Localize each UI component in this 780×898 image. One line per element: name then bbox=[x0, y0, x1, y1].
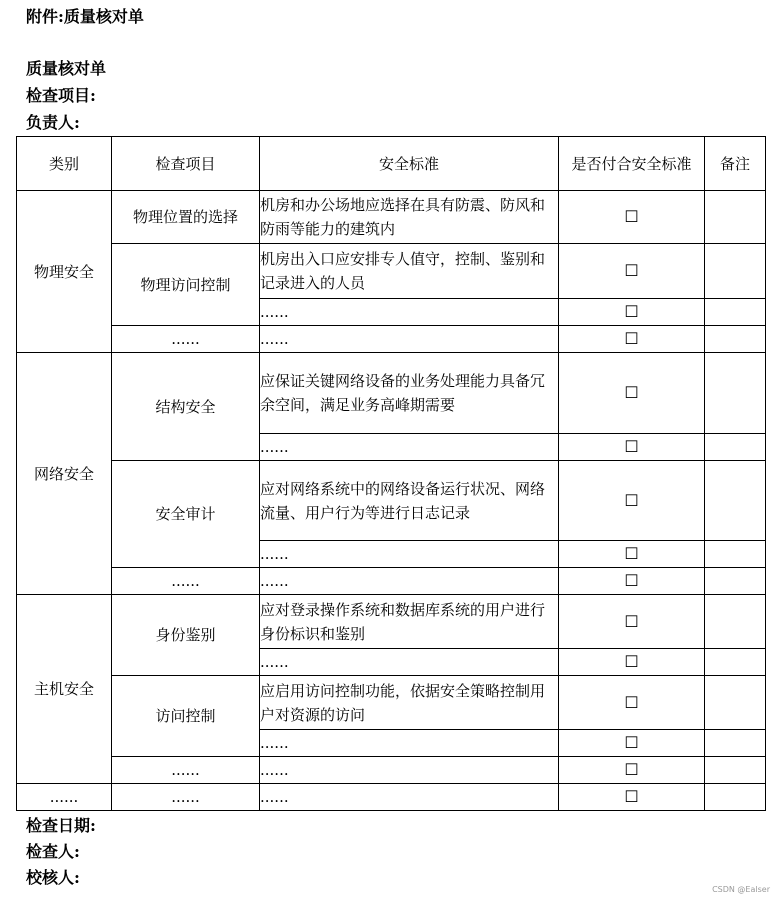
compliance-checkbox[interactable]: ☐ bbox=[559, 461, 705, 541]
table-row bbox=[17, 757, 766, 784]
watermark: CSDN @Ealser bbox=[712, 885, 770, 894]
standard-ellipsis: ...... bbox=[260, 299, 559, 326]
remarks-cell[interactable] bbox=[705, 326, 766, 353]
standard-ellipsis: ...... bbox=[260, 649, 559, 676]
check-item-label: 检查项目: bbox=[26, 86, 96, 105]
table-row bbox=[17, 244, 766, 299]
table-row bbox=[17, 676, 766, 730]
remarks-cell[interactable] bbox=[705, 757, 766, 784]
remarks-cell[interactable] bbox=[705, 784, 766, 811]
item-physical-location: 物理位置的选择 bbox=[112, 191, 260, 244]
table-row bbox=[17, 784, 766, 811]
item-ellipsis: ...... bbox=[112, 326, 260, 353]
standard-physical-access: 机房出入口应安排专人值守，控制、鉴别和记录进入的人员 bbox=[260, 244, 559, 299]
compliance-checkbox[interactable]: ☐ bbox=[559, 676, 705, 730]
compliance-checkbox[interactable]: ☐ bbox=[559, 191, 705, 244]
compliance-checkbox[interactable]: ☐ bbox=[559, 434, 705, 461]
standard-ellipsis: ...... bbox=[260, 784, 559, 811]
compliance-checkbox[interactable]: ☐ bbox=[559, 649, 705, 676]
remarks-cell[interactable] bbox=[705, 541, 766, 568]
table-row bbox=[17, 191, 766, 244]
compliance-checkbox[interactable]: ☐ bbox=[559, 244, 705, 299]
remarks-cell[interactable] bbox=[705, 568, 766, 595]
table-row bbox=[17, 326, 766, 353]
item-ellipsis: ...... bbox=[112, 784, 260, 811]
item-access-control: 访问控制 bbox=[112, 676, 260, 757]
remarks-cell[interactable] bbox=[705, 353, 766, 434]
checker-label: 检查人: bbox=[26, 842, 80, 861]
compliance-checkbox[interactable]: ☐ bbox=[559, 784, 705, 811]
item-structure-security: 结构安全 bbox=[112, 353, 260, 461]
category-network: 网络安全 bbox=[17, 353, 112, 595]
standard-ellipsis: ...... bbox=[260, 541, 559, 568]
compliance-checkbox[interactable]: ☐ bbox=[559, 353, 705, 434]
standard-ellipsis: ...... bbox=[260, 326, 559, 353]
table-row bbox=[17, 353, 766, 434]
remarks-cell[interactable] bbox=[705, 299, 766, 326]
standard-ellipsis: ...... bbox=[260, 730, 559, 757]
remarks-cell[interactable] bbox=[705, 461, 766, 541]
compliance-checkbox[interactable]: ☐ bbox=[559, 541, 705, 568]
standard-identity: 应对登录操作系统和数据库系统的用户进行身份标识和鉴别 bbox=[260, 595, 559, 649]
compliance-checkbox[interactable]: ☐ bbox=[559, 299, 705, 326]
standard-access-control: 应启用访问控制功能，依据安全策略控制用户对资源的访问 bbox=[260, 676, 559, 730]
reviewer-label: 校核人: bbox=[26, 868, 80, 887]
remarks-cell[interactable] bbox=[705, 730, 766, 757]
column-header-standard: 安全标准 bbox=[260, 137, 559, 191]
document-title: 质量核对单 bbox=[26, 59, 107, 78]
table-header-row bbox=[17, 137, 766, 191]
remarks-cell[interactable] bbox=[705, 191, 766, 244]
item-identity: 身份鉴别 bbox=[112, 595, 260, 676]
compliance-checkbox[interactable]: ☐ bbox=[559, 730, 705, 757]
table-row bbox=[17, 595, 766, 649]
column-header-remarks: 备注 bbox=[705, 137, 766, 191]
standard-ellipsis: ...... bbox=[260, 434, 559, 461]
remarks-cell[interactable] bbox=[705, 676, 766, 730]
standard-structure-security: 应保证关键网络设备的业务处理能力具备冗余空间，满足业务高峰期需要 bbox=[260, 353, 559, 434]
column-header-item: 检查项目 bbox=[112, 137, 260, 191]
item-ellipsis: ...... bbox=[112, 568, 260, 595]
standard-security-audit: 应对网络系统中的网络设备运行状况、网络流量、用户行为等进行日志记录 bbox=[260, 461, 559, 541]
check-date-label: 检查日期: bbox=[26, 816, 96, 835]
compliance-checkbox[interactable]: ☐ bbox=[559, 568, 705, 595]
owner-label: 负责人: bbox=[26, 113, 80, 132]
remarks-cell[interactable] bbox=[705, 244, 766, 299]
standard-ellipsis: ...... bbox=[260, 568, 559, 595]
compliance-checkbox[interactable]: ☐ bbox=[559, 326, 705, 353]
compliance-checkbox[interactable]: ☐ bbox=[559, 595, 705, 649]
quality-checklist-table bbox=[16, 136, 766, 811]
category-physical: 物理安全 bbox=[17, 191, 112, 353]
item-physical-access: 物理访问控制 bbox=[112, 244, 260, 326]
remarks-cell[interactable] bbox=[705, 434, 766, 461]
attachment-heading: 附件:质量核对单 bbox=[26, 7, 144, 26]
table-row bbox=[17, 461, 766, 541]
category-ellipsis: ...... bbox=[17, 784, 112, 811]
standard-physical-location: 机房和办公场地应选择在具有防震、防风和防雨等能力的建筑内 bbox=[260, 191, 559, 244]
remarks-cell[interactable] bbox=[705, 649, 766, 676]
category-host: 主机安全 bbox=[17, 595, 112, 784]
item-ellipsis: ...... bbox=[112, 757, 260, 784]
compliance-checkbox[interactable]: ☐ bbox=[559, 757, 705, 784]
standard-ellipsis: ...... bbox=[260, 757, 559, 784]
column-header-category: 类别 bbox=[17, 137, 112, 191]
remarks-cell[interactable] bbox=[705, 595, 766, 649]
column-header-compliant: 是否付合安全标准 bbox=[559, 137, 705, 191]
table-row bbox=[17, 568, 766, 595]
item-security-audit: 安全审计 bbox=[112, 461, 260, 568]
